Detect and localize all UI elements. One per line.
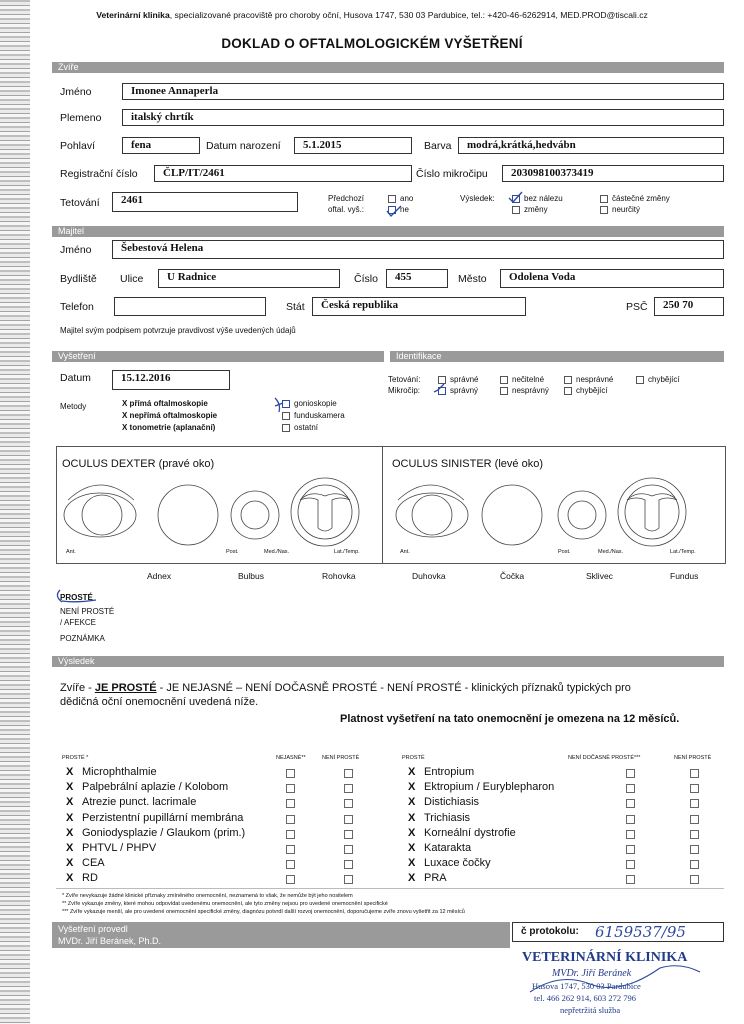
clinic-header	[0, 10, 744, 20]
part-fundus: Fundus	[670, 571, 699, 581]
disease-checkbox[interactable]	[344, 860, 353, 869]
disease-checkbox[interactable]	[286, 860, 295, 869]
checkbox-icon	[600, 206, 608, 214]
method-gonioscopy[interactable]	[282, 399, 337, 409]
stamp-vet: MVDr. Jiří Beránek	[552, 968, 632, 979]
disease-name: Perzistentní pupillární membrána	[82, 811, 244, 824]
disease-checkbox[interactable]	[344, 799, 353, 808]
method-label: gonioskopie	[294, 399, 337, 408]
disease-checkbox[interactable]	[690, 875, 699, 884]
exam-date-field[interactable]: 15.12.2016	[112, 370, 230, 390]
os-title: OCULUS SINISTER (levé oko)	[392, 458, 543, 470]
ident-chip-label: Mikročip:	[388, 386, 421, 395]
disease-row	[408, 781, 554, 793]
disease-row	[66, 872, 98, 884]
clear-mark: X	[408, 842, 416, 854]
left-col-header-not-clear: NENÍ PROSTÉ	[322, 755, 360, 761]
result-opt-changes[interactable]	[512, 205, 548, 215]
protocol-box	[512, 922, 724, 942]
remark-not-clear: NENÍ PROSTÉ	[60, 607, 115, 616]
clear-mark: X	[66, 766, 74, 778]
disease-name: Atrezie punct. lacrimale	[82, 796, 197, 809]
checkbox-icon	[282, 424, 290, 432]
disease-checkbox[interactable]	[626, 860, 635, 869]
disease-checkbox[interactable]	[344, 784, 353, 793]
checkbox-icon	[636, 376, 644, 384]
disease-row	[66, 827, 245, 839]
handwritten-check-icon	[370, 190, 410, 220]
address-label: Bydliště	[60, 273, 97, 285]
ident-opt-label: nesprávný	[512, 386, 549, 395]
stamp-service: nepřetržitá služba	[560, 1005, 621, 1015]
disease-row	[408, 796, 479, 808]
clear-mark: X	[408, 811, 416, 824]
scan-edge	[0, 0, 30, 1024]
zip-field[interactable]: 250 70	[654, 297, 724, 316]
section-animal: Zvíře	[52, 62, 724, 73]
od-post-label: Post.	[226, 549, 239, 555]
od-lattemp-label: Lat./Temp.	[334, 549, 360, 555]
stamp-address: Husova 1747, 530 03 Pardubice	[532, 981, 641, 991]
result-clear-verdict: JE PROSTÉ	[94, 682, 157, 694]
disease-row	[66, 796, 196, 808]
prev-yes-label: ano	[400, 194, 414, 203]
state-label: Stát	[286, 301, 305, 313]
footnote-3: *** Zvíře vykazuje menší, ale pro uvedené onemocnění specifické změny, diagnózu potvrdí další rozvoj onemocnění, doporučujeme zvíře znovu vyšetřit za 12 měsíců	[62, 909, 465, 915]
result-opt-label: neurčitý	[612, 205, 641, 214]
method-indirect: X nepřímá oftalmoskopie	[122, 411, 218, 420]
clear-mark: X	[408, 872, 416, 885]
left-col-header-clear: PROSTÉ *	[62, 755, 89, 761]
street-field[interactable]: U Radnice	[158, 269, 340, 288]
disease-checkbox[interactable]	[286, 815, 295, 824]
os-ant-label: Ant.	[400, 549, 410, 555]
os-eye-diagram	[392, 470, 722, 560]
breed-field[interactable]: italský chrtík	[122, 109, 724, 126]
color-field[interactable]: modrá,krátká,hedvábn	[458, 137, 724, 154]
disease-name: Trichiasis	[424, 811, 471, 824]
disease-checkbox[interactable]	[690, 784, 699, 793]
disease-checkbox[interactable]	[626, 815, 635, 824]
section-result: Výsledek	[52, 656, 724, 667]
method-direct: X přímá oftalmoskopie	[122, 399, 208, 408]
disease-checkbox[interactable]	[690, 830, 699, 839]
remark-affection: / AFEKCE	[60, 618, 97, 627]
checkbox-icon	[500, 376, 508, 384]
remark-note: POZNÁMKA	[60, 634, 105, 643]
disease-checkbox[interactable]	[626, 830, 635, 839]
methods-label: Metody	[60, 402, 87, 411]
reg-field[interactable]: ČLP/IT/2461	[154, 165, 412, 182]
part-adnex: Adnex	[147, 571, 172, 581]
disease-name: RD	[82, 872, 98, 885]
disease-row	[408, 842, 471, 854]
disease-row	[66, 857, 105, 869]
disease-row	[408, 766, 474, 778]
color-label: Barva	[424, 140, 452, 152]
disease-row	[408, 857, 491, 869]
section-identification: Identifikace	[390, 351, 724, 362]
dob-label: Datum narození	[206, 140, 281, 152]
disease-checkbox[interactable]	[626, 769, 635, 778]
disease-checkbox[interactable]	[626, 845, 635, 854]
clinic-info: , specializované pracoviště pro choroby oční, Husova 1747, 530 03 Pardubice, tel.: +420-46-6262914, MED.PROD@tiscali.cz	[169, 10, 648, 20]
disease-row	[66, 812, 243, 824]
left-col-header-unclear: NEJASNÉ**	[276, 755, 306, 761]
street-label: Ulice	[120, 273, 144, 285]
disease-checkbox[interactable]	[626, 784, 635, 793]
clear-mark: X	[66, 857, 74, 870]
phone-field[interactable]	[114, 297, 266, 316]
right-col-header-not-clear: NENÍ PROSTÉ	[674, 755, 712, 761]
right-col-header-temp: NENÍ DOČASNĚ PROSTÉ***	[568, 755, 641, 761]
ident-chip-opt[interactable]	[564, 386, 608, 396]
disease-row	[66, 766, 157, 778]
od-ant-label: Ant.	[66, 549, 76, 555]
dob-field[interactable]: 5.1.2015	[294, 137, 412, 154]
os-lattemp-label: Lat./Temp.	[670, 549, 696, 555]
ident-opt-label: nesprávné	[576, 375, 614, 384]
disease-checkbox[interactable]	[286, 830, 295, 839]
result-label: Výsledek:	[460, 194, 495, 203]
checkbox-icon	[564, 387, 572, 395]
disease-checkbox[interactable]	[286, 845, 295, 854]
clear-mark: X	[66, 811, 74, 824]
disease-name: Entropium	[424, 766, 475, 778]
part-cornea: Rohovka	[322, 571, 356, 581]
method-funduscamera[interactable]	[282, 411, 345, 421]
prev-exam-label-2: oftal. vyš.:	[328, 205, 365, 214]
city-label: Město	[458, 273, 487, 285]
owner-name-field[interactable]: Šebestová Helena	[112, 240, 724, 259]
method-tonometry: X tonometrie (aplanační)	[122, 423, 216, 432]
city-field[interactable]: Odolena Voda	[500, 269, 724, 288]
disease-row	[66, 842, 156, 854]
disease-row	[408, 872, 447, 884]
disease-row	[66, 781, 228, 793]
remark-clear: PROSTÉ	[60, 593, 93, 602]
result-pre: Zvíře -	[60, 682, 95, 694]
disease-checkbox[interactable]	[286, 784, 295, 793]
disease-checkbox[interactable]	[626, 799, 635, 808]
clear-mark: X	[408, 781, 416, 794]
ident-opt-label: správný	[450, 386, 479, 395]
disease-checkbox[interactable]	[690, 815, 699, 824]
reg-label: Registrační číslo	[60, 168, 138, 180]
chip-field[interactable]: 203098100373419	[502, 165, 724, 182]
owner-name-label: Jméno	[60, 244, 92, 256]
result-opt-label: částečné změny	[612, 194, 670, 203]
clear-mark: X	[66, 826, 74, 839]
disease-checkbox[interactable]	[626, 875, 635, 884]
handwritten-check-icon	[272, 394, 288, 416]
part-iris: Duhovka	[412, 571, 446, 581]
ident-tattoo-opt[interactable]	[564, 375, 613, 385]
performed-by-label: Vyšetření provedl	[58, 924, 128, 934]
checkbox-icon	[500, 387, 508, 395]
handwritten-underline-icon	[54, 588, 98, 604]
checkbox-icon	[564, 376, 572, 384]
disease-checkbox[interactable]	[286, 769, 295, 778]
disease-checkbox[interactable]	[344, 875, 353, 884]
prev-exam-label-1: Předchozí	[328, 194, 365, 203]
stamp-phone: tel. 466 262 914, 603 272 796	[534, 993, 636, 1003]
disease-checkbox[interactable]	[286, 799, 295, 808]
od-eye-diagram	[60, 470, 380, 560]
disease-name: Katarakta	[424, 842, 472, 854]
ident-opt-label: chybějící	[648, 375, 680, 384]
disease-checkbox[interactable]	[344, 769, 353, 778]
handwritten-check-icon	[432, 382, 448, 396]
result-opt-label: změny	[524, 205, 548, 214]
section-owner: Majitel	[52, 226, 724, 237]
clear-mark: X	[408, 826, 416, 839]
method-label: ostatní	[294, 423, 319, 432]
ident-opt-label: chybějící	[576, 386, 608, 395]
checkbox-icon	[512, 206, 520, 214]
number-field[interactable]: 455	[386, 269, 448, 288]
protocol-label: č protokolu:	[521, 926, 579, 937]
part-vitreous: Sklivec	[586, 571, 613, 581]
disease-checkbox[interactable]	[344, 830, 353, 839]
os-post-label: Post.	[558, 549, 571, 555]
method-label: funduskamera	[294, 411, 345, 420]
result-post: - JE NEJASNÉ – NENÍ DOČASNĚ PROSTÉ - NENÍ PROSTÉ - klinických příznaků typických pro	[156, 682, 631, 694]
tattoo-field[interactable]: 2461	[112, 192, 298, 212]
disease-checkbox[interactable]	[690, 860, 699, 869]
animal-name-label: Jméno	[60, 86, 92, 98]
ident-opt-label: správné	[450, 375, 479, 384]
ident-opt-label: nečitelné	[512, 375, 545, 384]
vet-name: MVDr. Jiří Beránek, Ph.D.	[58, 936, 162, 946]
clear-mark: X	[66, 781, 74, 794]
stamp-clinic: VETERINÁRNÍ KLINIKA	[522, 950, 688, 965]
number-label: Číslo	[354, 273, 378, 285]
clear-mark: X	[408, 796, 416, 809]
ident-tattoo-label: Tetování:	[388, 375, 421, 384]
part-bulbus: Bulbus	[238, 571, 264, 581]
od-title: OCULUS DEXTER (pravé oko)	[62, 458, 215, 470]
disease-checkbox[interactable]	[344, 845, 353, 854]
exam-date-label: Datum	[60, 372, 91, 384]
zip-label: PSČ	[626, 301, 648, 313]
page-title: DOKLAD O OFTALMOLOGICKÉM VYŠETŘENÍ	[221, 36, 523, 51]
owner-declaration: Majitel svým podpisem potvrzuje pravdivost výše uvedených údajů	[60, 326, 296, 335]
result-opt-label: bez nálezu	[524, 194, 563, 203]
disease-name: Goniodysplazie / Glaukom (prim.)	[82, 826, 246, 839]
disease-checkbox[interactable]	[690, 769, 699, 778]
result-line2: dědičná oční onemocnění uvedená níže.	[60, 696, 259, 708]
prev-no-label: ne	[400, 205, 409, 214]
clear-mark: X	[66, 842, 74, 854]
result-sentence	[60, 682, 724, 694]
clear-mark: X	[66, 796, 74, 809]
disease-name: PHTVL / PHPV	[82, 842, 157, 854]
right-col-header-clear: PROSTÉ	[402, 755, 425, 761]
tattoo-label: Tetování	[60, 197, 100, 209]
phone-label: Telefon	[60, 301, 94, 313]
clear-mark: X	[408, 857, 416, 870]
animal-name-field[interactable]: Imonee Annaperla	[122, 83, 724, 100]
breed-label: Plemeno	[60, 112, 102, 124]
os-mednas-label: Med./Nas.	[598, 549, 624, 555]
disease-name: PRA	[424, 872, 447, 885]
validity-note: Platnost vyšetření na tato onemocnění je omezena na 12 měsíců.	[340, 713, 680, 725]
signature-icon	[520, 952, 720, 1012]
footnote-2: ** Zvíře vykazuje změny, které mohou odpovídat uvedenému onemocnění, ale tyto změny nejsou pro uvedené onemocnění specifické	[62, 901, 388, 907]
disease-name: Distichiasis	[424, 796, 480, 809]
disease-row	[408, 827, 516, 839]
handwritten-check-icon	[506, 190, 528, 204]
ident-chip-opt[interactable]	[500, 386, 549, 396]
od-mednas-label: Med./Nas.	[264, 549, 290, 555]
disease-row	[408, 812, 470, 824]
footnote-1: * Zvíře nevykazuje žádné klinické příznaky zmíněného onemocnění, neznamená to však, že nemůže být jeho nositelem	[62, 893, 353, 899]
clear-mark: X	[408, 766, 416, 778]
result-opt-undetermined[interactable]	[600, 205, 640, 215]
disease-name: Microphthalmie	[82, 766, 157, 778]
disease-checkbox[interactable]	[344, 815, 353, 824]
disease-checkbox[interactable]	[286, 875, 295, 884]
state-field[interactable]: Česká republika	[312, 297, 526, 316]
ident-tattoo-opt[interactable]	[636, 375, 680, 385]
disease-name: Luxace čočky	[424, 857, 491, 870]
sex-label: Pohlaví	[60, 140, 96, 152]
protocol-number: 6159537/95	[595, 923, 686, 941]
disease-checkbox[interactable]	[690, 799, 699, 808]
ident-tattoo-opt[interactable]	[500, 375, 544, 385]
disease-checkbox[interactable]	[690, 845, 699, 854]
disease-name: CEA	[82, 857, 105, 870]
checkbox-icon	[600, 195, 608, 203]
chip-label: Číslo mikročipu	[416, 168, 488, 180]
sex-field[interactable]: fena	[122, 137, 200, 154]
section-exam: Vyšetření	[52, 351, 384, 362]
method-other[interactable]	[282, 423, 318, 433]
result-opt-partial[interactable]	[600, 194, 670, 204]
clinic-name: Veterinární klinika	[96, 10, 170, 20]
disease-name: Korneální dystrofie	[424, 826, 516, 839]
clear-mark: X	[66, 872, 74, 885]
disease-name: Ektropium / Euryblepharon	[424, 781, 555, 794]
part-lens: Čočka	[500, 571, 525, 581]
disease-name: Palpebrální aplazie / Kolobom	[82, 781, 229, 794]
